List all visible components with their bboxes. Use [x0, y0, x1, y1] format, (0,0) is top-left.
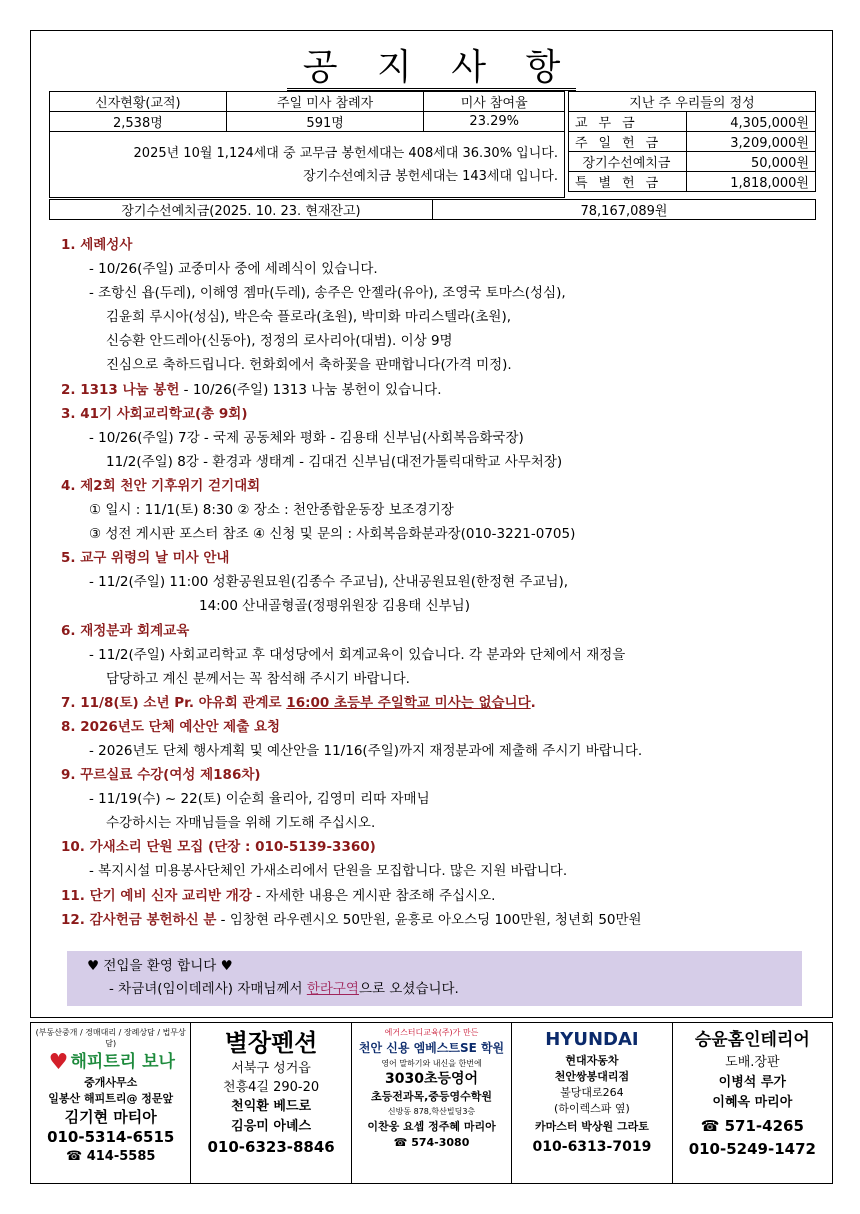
page-title: 공 지 사 항: [31, 39, 832, 90]
item-heading: 6. 재정분과 회계교육: [61, 622, 190, 639]
item-heading: 3. 41기 사회교리학교(총 9회): [61, 405, 248, 422]
notice-frame: [30, 30, 833, 1018]
hyundai-logo: HYUNDAI: [545, 1029, 639, 1050]
advertisements: [30, 1022, 833, 1184]
item-heading: 9. 꾸르실료 수강(여성 제186차): [61, 767, 261, 784]
parish-stats-table: [49, 91, 565, 198]
item-heading: 7. 11/8(토) 소년 Pr. 야유회 관계로 16:00 초등부 주일학교 미사는 없습니다.: [61, 694, 536, 711]
item-heading: 1. 세례성사: [61, 237, 133, 253]
item-heading: 12. 감사헌금 봉헌하신 분: [61, 911, 217, 928]
offerings-header: 지난 주 우리들의 정성: [569, 92, 816, 112]
ad-seungyun-interior: 승윤홈인테리어 도배.장판 이병석 루가 이혜옥 마리아 ☎ 571-4265 010-5249-1472: [688, 1030, 816, 1158]
balance-value: 78,167,089원: [433, 200, 816, 220]
header-rate: 미사 참여율: [424, 92, 565, 112]
value-rate: 23.29%: [424, 112, 565, 132]
item-heading: 11. 단기 예비 신자 교리반 개강: [61, 887, 252, 904]
welcome-box: ♥ 전입을 환영 합니다 ♥ - 차금녀(임이데레사) 자매님께서 한라구역으로 오셨습니다.: [67, 951, 802, 1006]
value-members: 2,538명: [50, 112, 227, 132]
item-heading: 4. 제2회 천안 기후위기 걷기대회: [61, 477, 261, 494]
header-members: 신자현황(교적): [50, 92, 227, 112]
ad-mbest-academy: 에거스터디교육(주)가 만든 천안 신용 엠베스트SE 학원 영어 말하기와 내신을 한번에 3030초등영어 초등전과목,중등영수학원 신방동 878,학산빌딩3층 이찬웅 요셉 정주혜 마리아 ☎ 574-3080: [352, 1023, 512, 1183]
header-attendance: 주일 미사 참례자: [226, 92, 424, 112]
item-heading: 5. 교구 위령의 날 미사 안내: [61, 550, 230, 567]
notice-list: 1. 세례성사 - 10/26(주일) 교중미사 중에 세례식이 있습니다. - 조항신 욥(두레), 이해영 젬마(두레), 송주은 안젤라(유아), 조영국 토마스(성심), 김윤희 루시아(성심), 박은숙 플로라(초원), 박미화 마리스텔라(초원), 신승환 안드레아(신동아), 정정의 로사리아(대범). 이상 9명 진심으로 축하드립니다. 헌화회에서 축하꽃을 판매합니다(가격 미정). 2. 1313 나눔 봉헌 - 10/26(주일) 1313 나눔 봉헌이 있습니다. 3. 41기 사회교리학교(총 9회) - 10/26(주일) 7강 - 국제 공동체와 평화 - 김용태 신부님(사회복음화국장) 11/2(주일) 8강 - 환경과 생태계 - 김대건 신부님(대전가톨릭대학교 사무처장) 4. 제2회 천안 기후위기 걷기대회 ① 일시 : 11/1(토) 8:30 ② 장소 : 천안종합운동장 보조경기장 ③ 성전 게시판 포스터 참조 ④ 신청 및 문의 : 사회복음화분과장(010-3221-0705) 5. 교구 위령의 날 미사 안내 - 11/2(주일) 11:00 성환공원묘원(김종수 주교님), 산내공원묘원(한정현 주교님), 14:00 산내골형골(정평위원장 김용태 신부님) 6. 재정분과 회계교육 - 11/2(주일) 사회교리학교 후 대성당에서 회계교육이 있습니다. 각 분과와 단체에서 재정을 담당하고 계신 분께서는 꼭 참석해 주시기 바랍니다. 7. 11/8(토) 소년 Pr. 야유회 관계로 16:00 초등부 주일학교 미사는 없습니다. 8. 2026년도 단체 예산안 제출 요청 - 2026년도 단체 행사계획 및 예산안을 11/16(주일)까지 재정분과에 제출해 주시기 바랍니다. 9. 꾸르실료 수강(여성 제186차) - 11/19(수) ~ 22(토) 이순희 율리아, 김영미 리따 자매님 수강하시는 자매님들을 위해 기도해 주십시오. 10. 가새소리 단원 모집 (단장 : 010-5139-3360) - 복지시설 미용봉사단체인 가새소리에서 단원을 모집합니다. 많은 지원 바랍니다. 11. 단기 예비 신자 교리반 개강 - 자세한 내용은 게시판 참조해 주십시오. 12. 감사헌금 봉헌하신 분 - 임창현 라우렌시오 50만원, 윤흥로 아오스딩 100만원, 청년회 50만원: [61, 233, 821, 932]
balance-table: [49, 199, 816, 220]
ad-byeoljang-pension: 별장펜션 서북구 성거읍 천흥4길 290-20 천익환 베드로 김응미 아녜스 010-6323-8846: [191, 1023, 351, 1183]
ad-happytree: (부동산중개 / 경매대리 / 장례상담 / 법무상담) ♥ 해피트리 보나 중개사무소 일봉산 해피트리@ 정문앞 김기현 마티아 010-5314-6515 ☎ 414-5585: [31, 1023, 191, 1183]
item-heading: 2. 1313 나눔 봉헌: [61, 381, 180, 398]
item-heading: 8. 2026년도 단체 예산안 제출 요청: [61, 718, 281, 735]
no-mass-notice: 16:00 초등부 주일학교 미사는 없습니다: [286, 694, 531, 711]
balance-label: 장기수선예치금(2025. 10. 23. 현재잔고): [50, 200, 433, 220]
offerings-table: 지난 주 우리들의 정성 교무금 4,305,000원 주일헌금 3,209,000원 장기수선예치금 50,000원 특별헌금 1,818,000원: [568, 91, 816, 192]
heart-icon: ♥: [48, 1049, 69, 1075]
ad-hyundai-dealer: HYUNDAI 현대자동차 천안쌍봉대리점 불당대로264 (하이렉스파 옆) 카마스터 박상원 그라토 010-6313-7019: [512, 1023, 672, 1183]
value-attendance: 591명: [226, 112, 424, 132]
tithe-note: 2025년 10월 1,124세대 중 교무금 봉헌세대는 408세대 36.30% 입니다. 장기수선예치금 봉헌세대는 143세대 입니다.: [50, 132, 565, 198]
item-heading: 10. 가새소리 단원 모집 (단장 : 010-5139-3360): [61, 839, 376, 856]
